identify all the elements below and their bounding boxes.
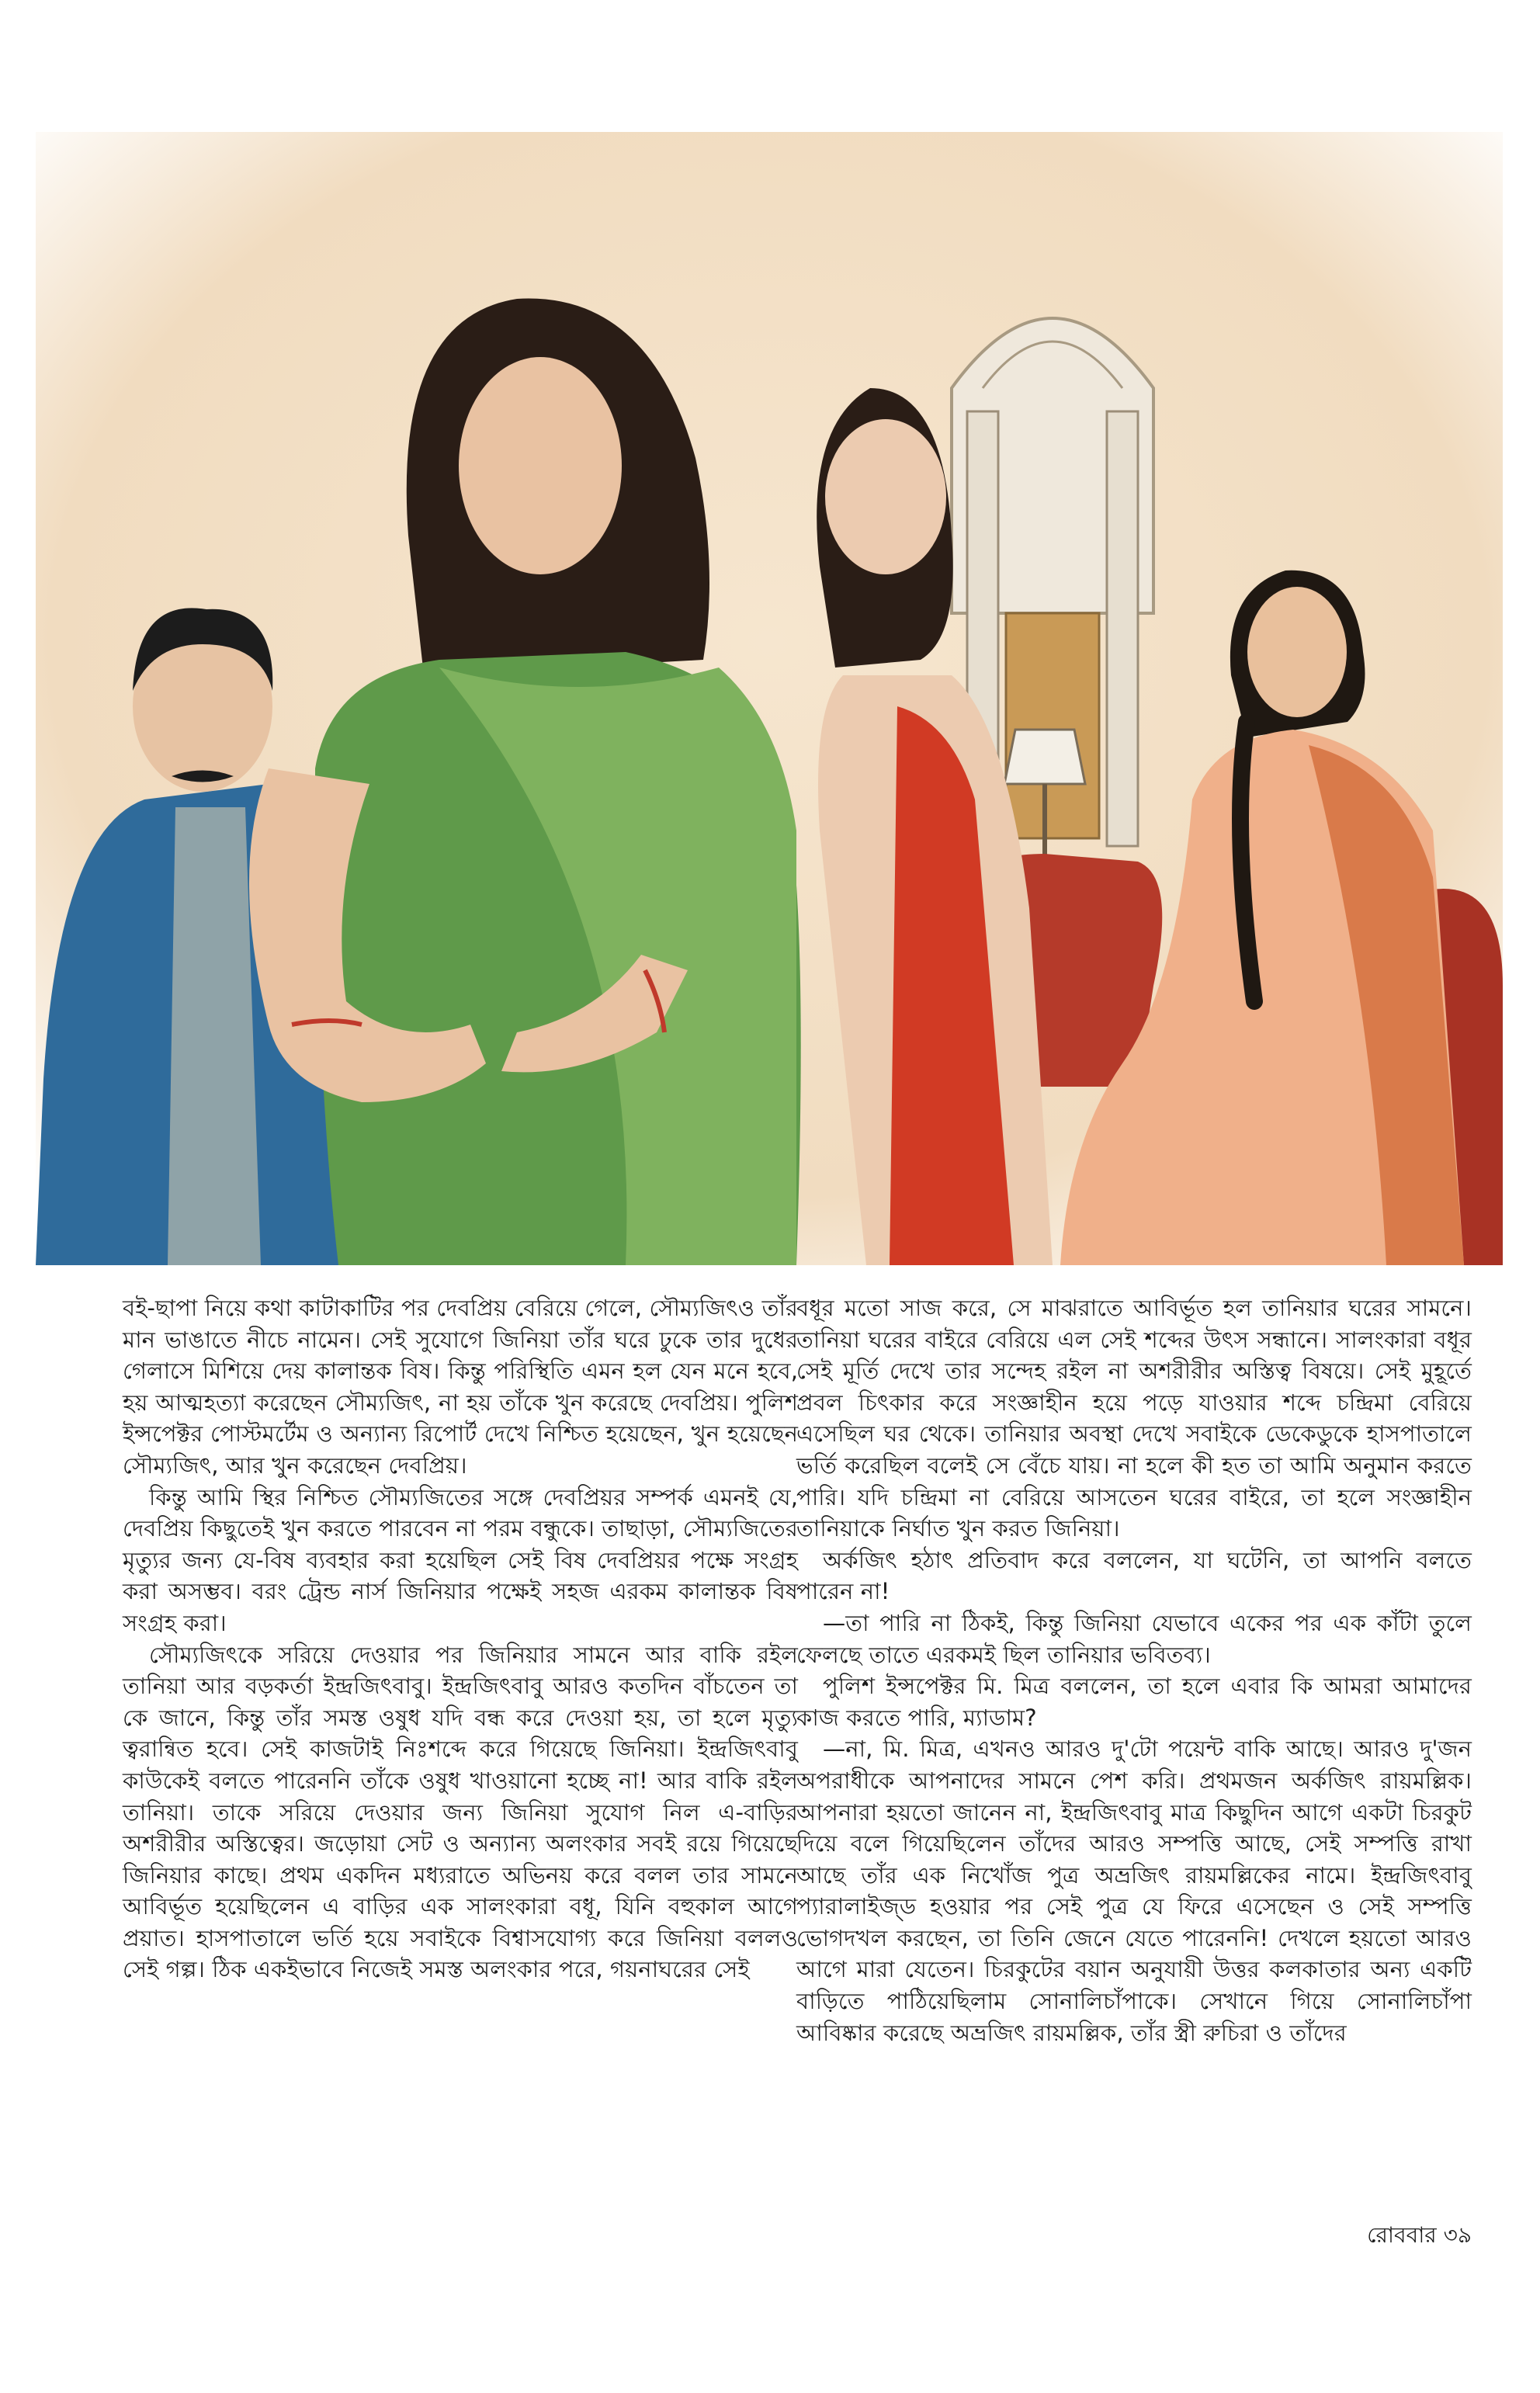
paragraph: —তা পারি না ঠিকই, কিন্তু জিনিয়া যেভাবে একের পর এক কাঁটা তুলে ফেলছে তাতে এরকমই ছিল তানিয়ার ভবিতব্য। <box>796 1609 1472 1668</box>
paragraph: বধূর মতো সাজ করে, সে মাঝরাতে আবির্ভূত হল তানিয়ার ঘরের সামনে। তানিয়া ঘরের বাইরে বেরিয়ে এল সেই শব্দের উৎস সন্ধানে। সালংকারা বধূর সেই মূর্তি দেখে তার সন্দেহ রইল না অশরীরীর অস্তিত্ব বিষয়ে। সেই মুহূর্তে প্রবল চিৎকার করে সংজ্ঞাহীন হয়ে পড়ে যাওয়ার শব্দে চন্দ্রিমা বেরিয়ে এসেছিল ঘর থেকে। তানিয়ার অবস্থা দেখে সবাইকে ডেকেডুকে হাসপাতালে ভর্তি করেছিল বলেই সে বেঁচে যায়। না হলে কী হত তা আমি অনুমান করতে পারি। যদি চন্দ্রিমা না বেরিয়ে আসতেন ঘরের বাইরে, তা হলে সংজ্ঞাহীন তানিয়াকে নির্ঘাত খুন করত জিনিয়া। <box>796 1295 1472 1542</box>
paragraph: কিন্তু আমি স্থির নিশ্চিত সৌম্যজিতের সঙ্গে দেবপ্রিয়র সম্পর্ক এমনই যে, দেবপ্রিয় কিছুতেই খুন করতে পারবেন না পরম বন্ধুকে। তাছাড়া, সৌম্যজিতের মৃত্যুর জন্য যে-বিষ ব্যবহার করা হয়েছিল সেই বিষ দেবপ্রিয়র পক্ষে সংগ্রহ করা অসম্ভব। বরং ট্রেন্ড নার্স জিনিয়ার পক্ষেই সহজ এরকম কালান্তক বিষ সংগ্রহ করা। <box>123 1483 798 1636</box>
paragraph: বই-ছাপা নিয়ে কথা কাটাকাটির পর দেবপ্রিয় বেরিয়ে গেলে, সৌম্যজিৎও তাঁর মান ভাঙাতে নীচে নামেন। সেই সুযোগে জিনিয়া তাঁর ঘরে ঢুকে তার দুধের গেলাসে মিশিয়ে দেয় কালান্তক বিষ। কিন্তু পরিস্থিতি এমন হল যেন মনে হবে, হয় আত্মহত্যা করেছেন সৌম্যজিৎ, না হয় তাঁকে খুন করেছে দেবপ্রিয়। পুলিশ ইন্সপেক্টর পোস্টমর্টেম ও অন্যান্য রিপোর্ট দেখে নিশ্চিত হয়েছেন, খুন হয়েছেন সৌম্যজিৎ, আর খুন করেছেন দেবপ্রিয়। <box>123 1295 798 1479</box>
right-text-column <box>796 1292 1472 2048</box>
story-illustration <box>36 132 1503 1265</box>
paragraph: সৌম্যজিৎকে সরিয়ে দেওয়ার পর জিনিয়ার সামনে আর বাকি রইল তানিয়া আর বড়কর্তা ইন্দ্রজিৎবাবু। ইন্দ্রজিৎবাবু আরও কতদিন বাঁচতেন তা কে জানে, কিন্তু তাঁর সমস্ত ওষুধ যদি বন্ধ করে দেওয়া হয়, তা হলে মৃত্যু ত্বরান্বিত হবে। সেই কাজটাই নিঃশব্দে করে গিয়েছে জিনিয়া। ইন্দ্রজিৎবাবু কাউকেই বলতে পারেননি তাঁকে ওষুধ খাওয়ানো হচ্ছে না! আর বাকি রইল তানিয়া। তাকে সরিয়ে দেওয়ার জন্য জিনিয়া সুযোগ নিল এ-বাড়ির অশরীরীর অস্তিত্বের। জড়োয়া সেট ও অন্যান্য অলংকার সবই রয়ে গিয়েছে জিনিয়ার কাছে। প্রথম একদিন মধ্যরাতে অভিনয় করে বলল তার সামনে আবির্ভূত হয়েছিলেন এ বাড়ির এক সালংকারা বধূ, যিনি বহুকাল আগে প্রয়াত। হাসপাতালে ভর্তি হয়ে সবাইকে বিশ্বাসযোগ্য করে জিনিয়া বললও সেই গল্প। ঠিক একইভাবে নিজেই সমস্ত অলংকার পরে, গয়নাঘরের সেই <box>123 1641 798 1983</box>
page-folio: রোববার ৩৯ <box>1367 2222 1472 2248</box>
illustration-characters <box>36 132 1503 1265</box>
left-text-column <box>123 1292 798 1985</box>
paragraph: অর্কজিৎ হঠাৎ প্রতিবাদ করে বললেন, যা ঘটেনি, তা আপনি বলতে পারেন না! <box>796 1546 1472 1605</box>
paragraph: পুলিশ ইন্সপেক্টর মি. মিত্র বললেন, তা হলে এবার কি আমরা আমাদের কাজ করতে পারি, ম্যাডাম? <box>796 1673 1472 1731</box>
paragraph: —না, মি. মিত্র, এখনও আরও দু'টো পয়েন্ট বাকি আছে। আরও দু'জন অপরাধীকে আপনাদের সামনে পেশ করি। প্রথমজন অর্কজিৎ রায়মল্লিক। আপনারা হয়তো জানেন না, ইন্দ্রজিৎবাবু মাত্র কিছুদিন আগে একটা চিরকুট দিয়ে বলে গিয়েছিলেন তাঁদের আরও সম্পত্তি আছে, সেই সম্পত্তি রাখা আছে তাঁর এক নিখোঁজ পুত্র অভ্রজিৎ রায়মল্লিকের নামে। ইন্দ্রজিৎবাবু প্যারালাইজ্ড হওয়ার পর সেই পুত্র যে ফিরে এসেছেন ও সেই সম্পত্তি ভোগদখল করছেন, তা তিনি জেনে যেতে পারেননি! দেখলে হয়তো আরও আগে মারা যেতেন। চিরকুটের বয়ান অনুযায়ী উত্তর কলকাতার অন্য একটি বাড়িতে পাঠিয়েছিলাম সোনালিচাঁপাকে। সেখানে গিয়ে সোনালিচাঁপা আবিষ্কার করেছে অভ্রজিৎ রায়মল্লিক, তাঁর স্ত্রী রুচিরা ও তাঁদের <box>796 1736 1472 2046</box>
